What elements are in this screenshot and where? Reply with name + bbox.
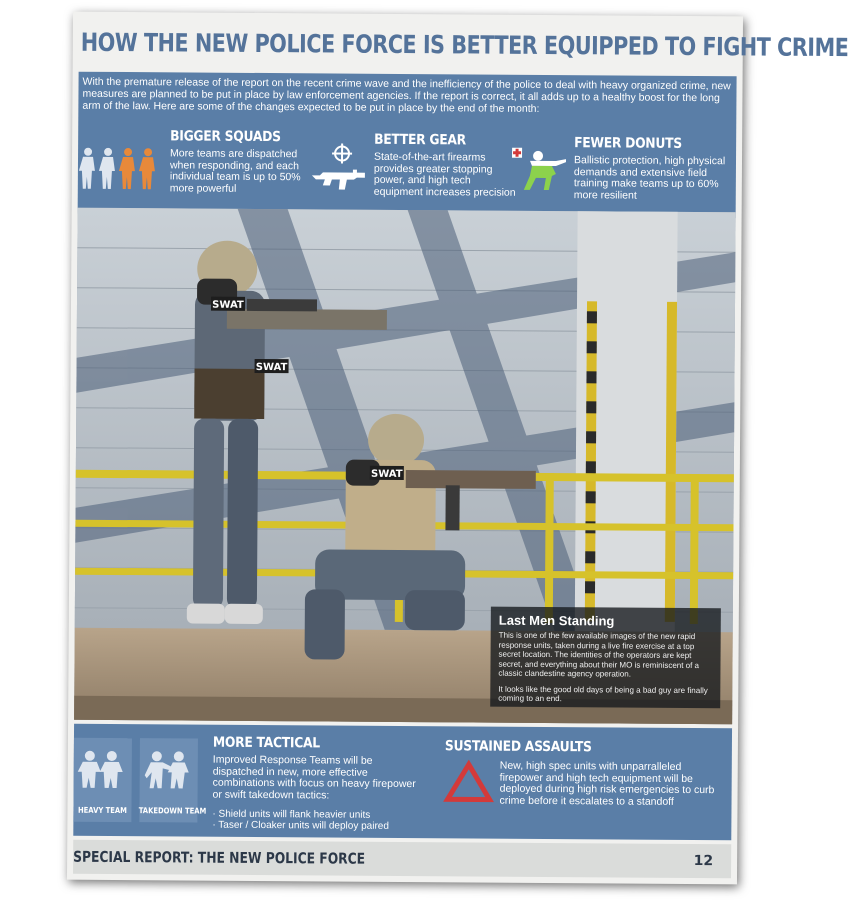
heavy-team-icon xyxy=(78,750,128,795)
sustained-assaults-section xyxy=(445,738,725,756)
swat-badge: SWAT xyxy=(255,361,288,374)
list-item: · Taser / Cloaker units will deploy paired xyxy=(212,819,389,832)
feature-text: More teams are dispatched when responding, and each individual team is up to 50% more powerful xyxy=(169,147,301,195)
takedown-team-icon xyxy=(144,750,194,795)
feature-bigger-squads xyxy=(170,128,318,195)
feature-title: FEWER DONUTS xyxy=(574,135,682,152)
magazine-page xyxy=(67,12,849,885)
takedown-team-card xyxy=(138,738,207,822)
page-footer xyxy=(73,840,731,879)
feature-title: BIGGER SQUADS xyxy=(170,128,281,146)
feature-fewer-donuts xyxy=(574,135,732,202)
list-item: · Shield units will flank heavier units xyxy=(212,808,371,821)
sustained-assaults-text xyxy=(499,761,725,809)
page-title: HOW THE NEW POLICE FORCE IS BETTER EQUIPPED TO FIGHT CRIME xyxy=(80,27,849,63)
swat-badge: SWAT xyxy=(212,299,244,311)
team-label: TAKEDOWN TEAM xyxy=(138,806,207,816)
feature-text: Ballistic protection, high physical demands and extensive field training make teams up to 60% more resilient xyxy=(573,154,726,202)
section-text: New, high spec units with unparralleled firepower and high tech equipment will be deployed during high risk emergencies to curb crime before it escalates to a standoff xyxy=(499,759,715,808)
section-text: Improved Response Teams will be dispatched in new, more effective combinations with focus on heavy firepower or swift takedown tactics: xyxy=(212,753,416,801)
caption-text: This is one of the few available images of the new rapid response units, taken during a live fire exercise at a top secret location. The identities of the operators are kept secret, and everything about their MO is reminiscent of a classic clandestine agency operation. xyxy=(498,630,700,679)
heavy-team-card xyxy=(73,738,132,822)
caption-text: It looks like the good old days of being a bad guy are finally coming to an end. xyxy=(498,684,708,704)
tactic-list xyxy=(212,809,424,832)
team-label: HEAVY TEAM xyxy=(77,805,127,816)
photo-caption xyxy=(490,607,721,709)
feature-title: BETTER GEAR xyxy=(374,131,466,149)
section-title: SUSTAINED ASSAULTS xyxy=(444,738,592,756)
footer-title: SPECIAL REPORT: THE NEW POLICE FORCE xyxy=(73,847,366,868)
intro-text: With the premature release of the report on the recent crime wave and the inefficiency of the police to deal with heavy organized crime, new measures are planned to be put in place by law enforcement agencies. If the report is correct, it all adds up to a healthy boost for the long arm of the law. Here are some of the changes expected to be put in place by the end of the month: xyxy=(82,75,731,115)
squad-figures-icon xyxy=(78,146,164,196)
page-number: 12 xyxy=(693,853,714,870)
feature-text: State-of-the-art firearms provides greater stopping power, and high tech equipment increases precision xyxy=(373,150,516,199)
section-title: MORE TACTICAL xyxy=(212,734,320,752)
caption-title: Last Men Standing xyxy=(498,612,615,629)
crosshair-rifle-icon xyxy=(310,143,368,204)
crawling-soldier-icon xyxy=(508,147,574,204)
swat-badge: SWAT xyxy=(370,468,403,480)
warning-triangle-icon xyxy=(444,760,492,807)
more-tactical-section xyxy=(212,735,425,832)
feature-better-gear xyxy=(374,132,522,199)
